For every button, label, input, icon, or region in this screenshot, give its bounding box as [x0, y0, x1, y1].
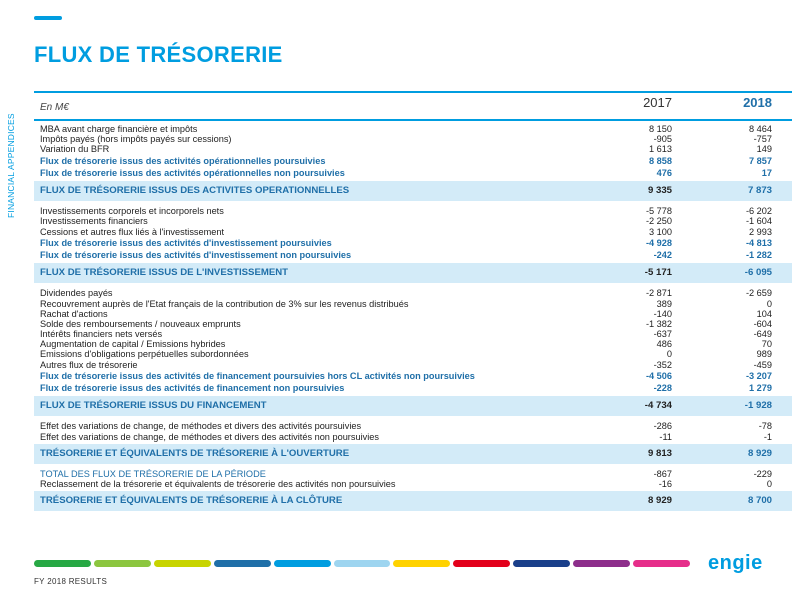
value-2017: 486	[656, 339, 672, 350]
side-section-label	[6, 98, 20, 218]
row-label: Investissements financiers	[40, 216, 148, 227]
footer-color-segment	[94, 560, 151, 567]
footer-color-segment	[633, 560, 690, 567]
table-row	[34, 349, 792, 359]
row-group	[34, 466, 792, 491]
value-2018: -604	[753, 318, 772, 329]
value-2018: 70	[761, 339, 772, 350]
footer-color-segment	[154, 560, 211, 567]
value-2017: 1 613	[649, 144, 672, 155]
total-value-2017: 9 335	[647, 185, 672, 197]
row-label: Flux de trésorerie issus des activités d'investissement non poursuivies	[40, 250, 352, 261]
table-row	[34, 469, 792, 479]
value-2018: -1	[763, 431, 772, 442]
footer-color-segment	[34, 560, 91, 567]
value-2018: -6 202	[745, 206, 772, 217]
value-2017: -637	[653, 329, 672, 340]
total-label: TRÉSORERIE ET ÉQUIVALENTS DE TRÉSORERIE À LA CLÔTURE	[40, 495, 343, 507]
row-label: Flux de trésorerie issus des activités opérationnelles poursuivies	[40, 155, 326, 166]
table-row	[34, 370, 792, 382]
footer-color-segment	[274, 560, 331, 567]
column-year-2017: 2017	[643, 95, 672, 110]
value-2018: 2 993	[749, 226, 772, 237]
value-2017: -16	[658, 478, 672, 489]
total-value-2017: 9 813	[647, 447, 672, 459]
row-label: Investissements corporels et incorporels nets	[40, 206, 224, 217]
value-2018: -3 207	[745, 370, 772, 381]
row-group	[34, 203, 792, 263]
row-label: Intérêts financiers nets versés	[40, 329, 163, 340]
value-2017: -4 506	[645, 370, 672, 381]
value-2017: -286	[653, 421, 672, 432]
total-row	[34, 263, 792, 283]
value-2018: 149	[756, 144, 772, 155]
value-2017: -140	[653, 308, 672, 319]
table-row	[34, 421, 792, 431]
value-2017: 8 858	[649, 155, 672, 166]
row-label: Dividendes payés	[40, 288, 113, 299]
side-section-label-text: FINANCIAL APPENDICES	[6, 113, 16, 218]
table-row	[34, 249, 792, 261]
total-value-2018: 8 929	[747, 447, 772, 459]
value-2017: -905	[653, 134, 672, 145]
row-label: Impôts payés (hors impôts payés sur cessions)	[40, 134, 232, 145]
row-label: MBA avant charge financière et impôts	[40, 124, 198, 134]
table-row	[34, 309, 792, 319]
value-2018: 8 464	[749, 124, 772, 134]
table-row	[34, 155, 792, 167]
row-label: Cessions et autres flux liés à l'investissement	[40, 226, 225, 237]
value-2017: -242	[653, 250, 672, 261]
footer-color-segment	[334, 560, 391, 567]
row-label: Autres flux de trésorerie	[40, 359, 138, 370]
value-2018: 1 279	[749, 383, 772, 394]
total-value-2017: -5 171	[644, 267, 672, 279]
value-2017: -228	[653, 383, 672, 394]
total-row	[34, 491, 792, 511]
footer-color-segment	[573, 560, 630, 567]
table-row	[34, 319, 792, 329]
row-label: Flux de trésorerie issus des activités d'investissement poursuivies	[40, 237, 332, 248]
value-2017: -5 778	[645, 206, 672, 217]
value-2018: 104	[756, 308, 772, 319]
total-label: FLUX DE TRÉSORERIE ISSUS DE L'INVESTISSEMENT	[40, 267, 289, 279]
total-label: FLUX DE TRÉSORERIE ISSUS DU FINANCEMENT	[40, 400, 267, 412]
total-row	[34, 444, 792, 464]
value-2018: -1 604	[745, 216, 772, 227]
value-2017: -352	[653, 359, 672, 370]
value-2018: -4 813	[745, 237, 772, 248]
table-row	[34, 144, 792, 154]
table-header	[34, 91, 792, 121]
total-value-2017: -4 734	[644, 400, 672, 412]
total-value-2018: -1 928	[744, 400, 772, 412]
row-label: Recouvrement auprès de l'Etat français de la contribution de 3% sur les revenus distribués	[40, 298, 409, 309]
total-row	[34, 181, 792, 201]
value-2018: -459	[753, 359, 772, 370]
table-row	[34, 227, 792, 237]
row-label: TOTAL DES FLUX DE TRÉSORERIE DE LA PÉRIODE	[40, 468, 266, 479]
value-2017: -11	[659, 431, 672, 442]
total-value-2018: -6 095	[744, 267, 772, 279]
table-row	[34, 339, 792, 349]
row-label: Rachat d'actions	[40, 308, 108, 319]
value-2017: 389	[656, 298, 672, 309]
value-2018: 17	[761, 167, 772, 178]
total-value-2017: 8 929	[647, 495, 672, 507]
value-2017: -2 250	[645, 216, 672, 227]
total-label: TRÉSORERIE ET ÉQUIVALENTS DE TRÉSORERIE À L'OUVERTURE	[40, 447, 350, 459]
value-2018: -78	[758, 421, 772, 432]
value-2017: 8 150	[649, 124, 672, 134]
table-row	[34, 299, 792, 309]
table-row	[34, 216, 792, 226]
column-year-2018: 2018	[743, 95, 772, 110]
table-row	[34, 432, 792, 442]
table-row	[34, 360, 792, 370]
table-body	[34, 121, 792, 513]
table-row	[34, 124, 792, 134]
footer-color-bar	[34, 560, 690, 567]
row-label: Emissions d'obligations perpétuelles subordonnées	[40, 349, 249, 360]
row-label: Solde des remboursements / nouveaux emprunts	[40, 318, 241, 329]
row-label: Flux de trésorerie issus des activités opérationnelles non poursuivies	[40, 167, 345, 178]
value-2017: -2 871	[645, 288, 672, 299]
value-2018: -1 282	[745, 250, 772, 261]
table-row	[34, 237, 792, 249]
total-value-2018: 7 873	[747, 185, 772, 197]
value-2018: -229	[753, 468, 772, 479]
row-label: Reclassement de la trésorerie et équivalents de trésorerie des activités non poursuivies	[40, 478, 396, 489]
total-label: FLUX DE TRÉSORERIE ISSUS DES ACTIVITES OPERATIONNELLES	[40, 185, 350, 197]
row-group	[34, 285, 792, 396]
footer-color-segment	[393, 560, 450, 567]
cash-flow-table	[34, 91, 792, 513]
row-group	[34, 418, 792, 443]
value-2017: 3 100	[649, 226, 672, 237]
total-value-2018: 8 700	[747, 495, 772, 507]
table-row	[34, 382, 792, 394]
value-2018: -2 659	[745, 288, 772, 299]
row-label: Effet des variations de change, de méthodes et divers des activités non poursuivies	[40, 431, 379, 442]
row-label: Effet des variations de change, de méthodes et divers des activités poursuivies	[40, 421, 362, 432]
table-row	[34, 329, 792, 339]
value-2017: -1 382	[645, 318, 672, 329]
row-label: Flux de trésorerie issus des activités de financement non poursuivies	[40, 383, 345, 394]
row-label: Flux de trésorerie issus des activités de financement poursuivies hors CL activités non poursuivies	[40, 370, 475, 381]
footer-color-segment	[214, 560, 271, 567]
table-row	[34, 206, 792, 216]
table-row	[34, 134, 792, 144]
value-2017: -4 928	[645, 237, 672, 248]
value-2018: 989	[756, 349, 772, 360]
row-label: Augmentation de capital / Emissions hybrides	[40, 339, 226, 350]
value-2017: 0	[666, 349, 672, 360]
row-group	[34, 121, 792, 181]
row-label: Variation du BFR	[40, 144, 110, 155]
title-accent-bar	[34, 16, 62, 20]
total-row	[34, 396, 792, 416]
value-2017: 476	[656, 167, 672, 178]
table-row	[34, 288, 792, 298]
value-2018: -757	[753, 134, 772, 145]
footer-color-segment	[453, 560, 510, 567]
engie-logo: engie	[708, 552, 763, 574]
value-2018: -649	[753, 329, 772, 340]
value-2018: 7 857	[749, 155, 772, 166]
table-row	[34, 167, 792, 179]
unit-label: En M€	[40, 102, 69, 113]
table-row	[34, 479, 792, 489]
value-2018: 0	[766, 298, 772, 309]
footer-color-segment	[513, 560, 570, 567]
page-title: FLUX DE TRÉSORERIE	[34, 42, 283, 67]
footer-text: FY 2018 RESULTS	[34, 577, 108, 586]
value-2018: 0	[766, 478, 772, 489]
value-2017: -867	[653, 468, 672, 479]
